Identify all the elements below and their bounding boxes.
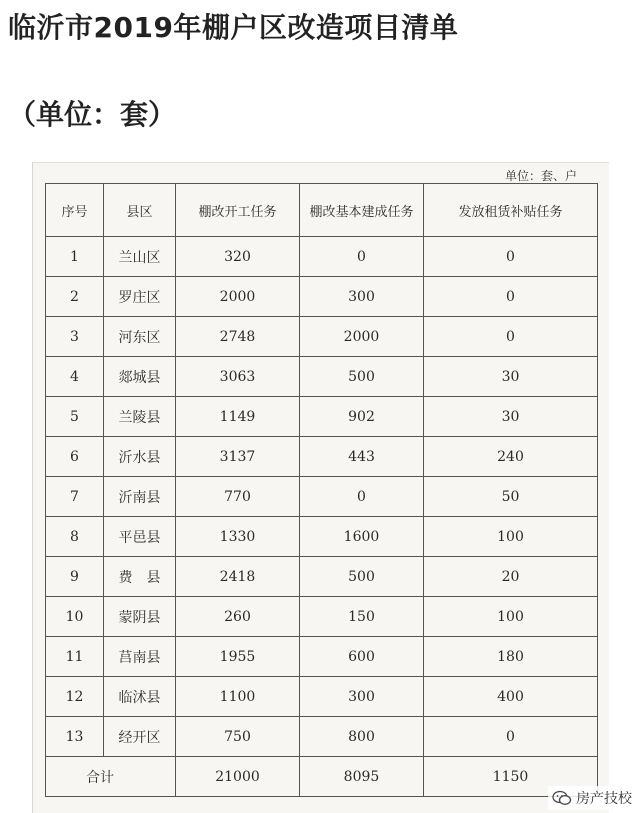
cell-start: 320 <box>176 237 300 277</box>
table-row <box>46 717 598 757</box>
total-label: 合计 <box>46 757 176 797</box>
cell-seq: 3 <box>46 317 104 357</box>
cell-county: 沂南县 <box>104 477 176 517</box>
cell-basic: 300 <box>300 277 424 317</box>
cell-county: 经开区 <box>104 717 176 757</box>
cell-county: 平邑县 <box>104 517 176 557</box>
cell-start: 750 <box>176 717 300 757</box>
table-row <box>46 317 598 357</box>
cell-basic: 500 <box>300 357 424 397</box>
cell-county: 临沭县 <box>104 677 176 717</box>
watermark <box>548 786 636 810</box>
cell-subsidy: 400 <box>424 677 598 717</box>
cell-subsidy: 50 <box>424 477 598 517</box>
table-row <box>46 477 598 517</box>
cell-subsidy: 0 <box>424 717 598 757</box>
total-row <box>46 757 598 797</box>
cell-basic: 2000 <box>300 317 424 357</box>
cell-subsidy: 30 <box>424 397 598 437</box>
header-start: 棚改开工任务 <box>176 184 300 237</box>
cell-seq: 1 <box>46 237 104 277</box>
cell-start: 770 <box>176 477 300 517</box>
cell-seq: 2 <box>46 277 104 317</box>
cell-seq: 10 <box>46 597 104 637</box>
cell-start: 1330 <box>176 517 300 557</box>
cell-subsidy: 100 <box>424 597 598 637</box>
total-subsidy: 1150 <box>424 757 598 797</box>
cell-start: 1149 <box>176 397 300 437</box>
table-row <box>46 557 598 597</box>
cell-basic: 0 <box>300 477 424 517</box>
table-row <box>46 397 598 437</box>
cell-county: 费 县 <box>104 557 176 597</box>
cell-start: 2748 <box>176 317 300 357</box>
cell-basic: 443 <box>300 437 424 477</box>
table-row <box>46 597 598 637</box>
cell-seq: 4 <box>46 357 104 397</box>
total-start: 21000 <box>176 757 300 797</box>
cell-basic: 150 <box>300 597 424 637</box>
cell-subsidy: 0 <box>424 237 598 277</box>
table-row <box>46 517 598 557</box>
cell-seq: 7 <box>46 477 104 517</box>
header-subsidy: 发放租赁补贴任务 <box>424 184 598 237</box>
cell-subsidy: 20 <box>424 557 598 597</box>
table-row <box>46 677 598 717</box>
cell-county: 沂水县 <box>104 437 176 477</box>
cell-seq: 8 <box>46 517 104 557</box>
cell-county: 蒙阴县 <box>104 597 176 637</box>
cell-subsidy: 0 <box>424 317 598 357</box>
table-row <box>46 357 598 397</box>
cell-subsidy: 100 <box>424 517 598 557</box>
table-row <box>46 437 598 477</box>
table-row <box>46 277 598 317</box>
cell-start: 3137 <box>176 437 300 477</box>
cell-start: 1100 <box>176 677 300 717</box>
cell-seq: 9 <box>46 557 104 597</box>
cell-start: 2418 <box>176 557 300 597</box>
cell-start: 260 <box>176 597 300 637</box>
cell-basic: 800 <box>300 717 424 757</box>
table-header-row <box>46 184 598 237</box>
cell-basic: 902 <box>300 397 424 437</box>
table-row <box>46 637 598 677</box>
cell-subsidy: 180 <box>424 637 598 677</box>
cell-county: 兰陵县 <box>104 397 176 437</box>
cell-seq: 11 <box>46 637 104 677</box>
cell-start: 3063 <box>176 357 300 397</box>
cell-seq: 13 <box>46 717 104 757</box>
cell-seq: 12 <box>46 677 104 717</box>
cell-seq: 6 <box>46 437 104 477</box>
cell-subsidy: 240 <box>424 437 598 477</box>
cell-basic: 300 <box>300 677 424 717</box>
wechat-icon <box>552 790 572 806</box>
table-row <box>46 237 598 277</box>
scanned-document <box>32 162 609 813</box>
cell-subsidy: 30 <box>424 357 598 397</box>
cell-basic: 1600 <box>300 517 424 557</box>
cell-county: 郯城县 <box>104 357 176 397</box>
cell-seq: 5 <box>46 397 104 437</box>
cell-basic: 600 <box>300 637 424 677</box>
cell-county: 兰山区 <box>104 237 176 277</box>
watermark-text: 房产技校 <box>576 791 632 807</box>
header-county: 县区 <box>104 184 176 237</box>
cell-basic: 500 <box>300 557 424 597</box>
header-seq: 序号 <box>46 184 104 237</box>
cell-basic: 0 <box>300 237 424 277</box>
cell-subsidy: 0 <box>424 277 598 317</box>
unit-heading: （单位：套） <box>8 98 177 131</box>
header-basic: 棚改基本建成任务 <box>300 184 424 237</box>
unit-note: 单位：套、户 <box>504 169 577 183</box>
cell-start: 1955 <box>176 637 300 677</box>
total-basic: 8095 <box>300 757 424 797</box>
cell-county: 莒南县 <box>104 637 176 677</box>
cell-county: 河东区 <box>104 317 176 357</box>
project-table <box>45 183 598 797</box>
page-title: 临沂市2019年棚户区改造项目清单 <box>8 11 459 44</box>
cell-start: 2000 <box>176 277 300 317</box>
cell-county: 罗庄区 <box>104 277 176 317</box>
